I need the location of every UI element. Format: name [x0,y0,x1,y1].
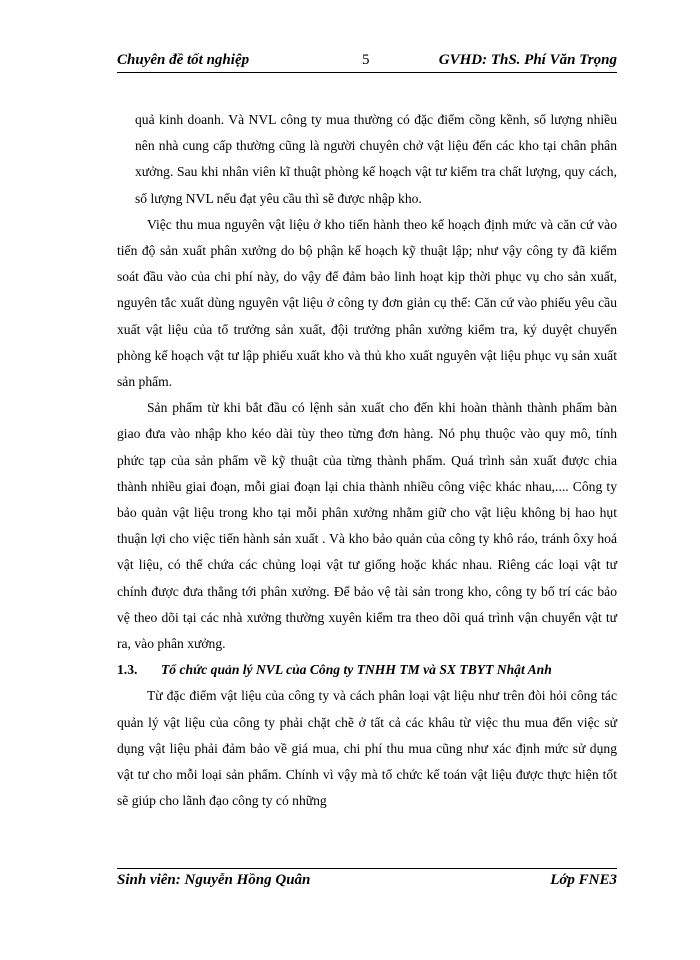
page-number: 5 [362,52,370,68]
page-footer [117,868,617,891]
footer-class: Lớp FNE3 [550,872,617,888]
paragraph-product-storage: Sản phẩm từ khi bắt đầu có lệnh sản xuất cho đến khi hoàn thành thành phẩm bàn giao đưa vào nhập kho kéo dài tùy theo từng đơn hàng. Nó phụ thuộc vào quy mô, tính phức tạp của sản phẩm về kỹ thuật của từng thành phẩm. Quá trình sản xuất được chia thành nhiều giai đoạn, mỗi giai đoạn lại chia thành nhiều công việc khác nhau,.... Công ty bảo quản vật liệu trong kho tại mỗi phân xưởng nhằm giữ cho vật liệu không bị hao hụt thuận lợi cho việc tiến hành sản xuất . Và kho bảo quản của công ty khô ráo, tránh ôxy hoá vật liệu, có thể chứa các chủng loại vật tư giống hoặc khác nhau. Riêng các loại vật tư chính được đưa thẳng tới phân xưởng. Để bảo vệ tài sản trong kho, công ty bố trí các bảo vệ theo dõi tại các nhà xưởng thường xuyên kiểm tra theo dõi quá trình vận chuyển vật tư ra, vào phân xưởng. [117,400,617,652]
header-document-title: Chuyên đề tốt nghiệp [117,52,250,68]
section-title: Tổ chức quản lý NVL của Công ty TNHH TM và SX TBYT Nhật Anh [161,662,552,678]
paragraph-management: Từ đặc điểm vật liệu của công ty và cách phân loại vật liệu như trên đòi hỏi công tác quản lý vật liệu của công ty phải chặt chẽ ở tất cả các khâu từ việc thu mua đến việc sử dụng vật liệu phải đảm bảo về giá mua, chi phí thu mua cũng như xác định mức sử dụng vật tư cho mỗi loại sản phẩm. Chính vì vậy mà tổ chức kế toán vật liệu được thực hiện tốt sẽ giúp cho lãnh đạo công ty có những [117,688,617,809]
page-body [117,107,617,814]
section-heading [117,657,617,683]
header-advisor: GVHD: ThS. Phí Văn Trọng [438,52,617,68]
section-number: 1.3. [117,662,138,678]
paragraph-material-purchasing: Việc thu mua nguyên vật liệu ở kho tiến hành theo kế hoạch định mức và căn cứ vào tiến độ sản xuất phân xưởng do bộ phận kế hoạch kỹ thuật lập; như vậy công ty đã kiểm soát đầu vào của chi phí này, do vậy để đảm bảo linh hoạt kịp thời phục vụ cho sản xuất, nguyên tắc xuất dùng nguyên vật liệu ở công ty đơn giản cụ thể: Căn cứ vào phiếu yêu cầu xuất vật liệu của tổ trưởng sản xuất, đội trưởng phân xưởng kiểm tra, ký duyệt chuyển phòng kế hoạch vật tư lập phiếu xuất kho và thủ kho xuất nguyên vật liệu phục vụ sản xuất sản phẩm. [117,216,617,390]
footer-student: Sinh viên: Nguyễn Hồng Quân [117,872,311,888]
paragraph-continued: quả kinh doanh. Và NVL công ty mua thường có đặc điểm cồng kềnh, số lượng nhiều nên nhà cung cấp thường cũng là người chuyên chở vật liệu đến các kho tại chân phân xưởng. Sau khi nhân viên kĩ thuật phòng kế hoạch vật tư kiểm tra chất lượng, quy cách, số lượng NVL nếu đạt yêu cầu thì sẽ được nhập kho. [135,112,617,206]
page-header [117,52,617,73]
